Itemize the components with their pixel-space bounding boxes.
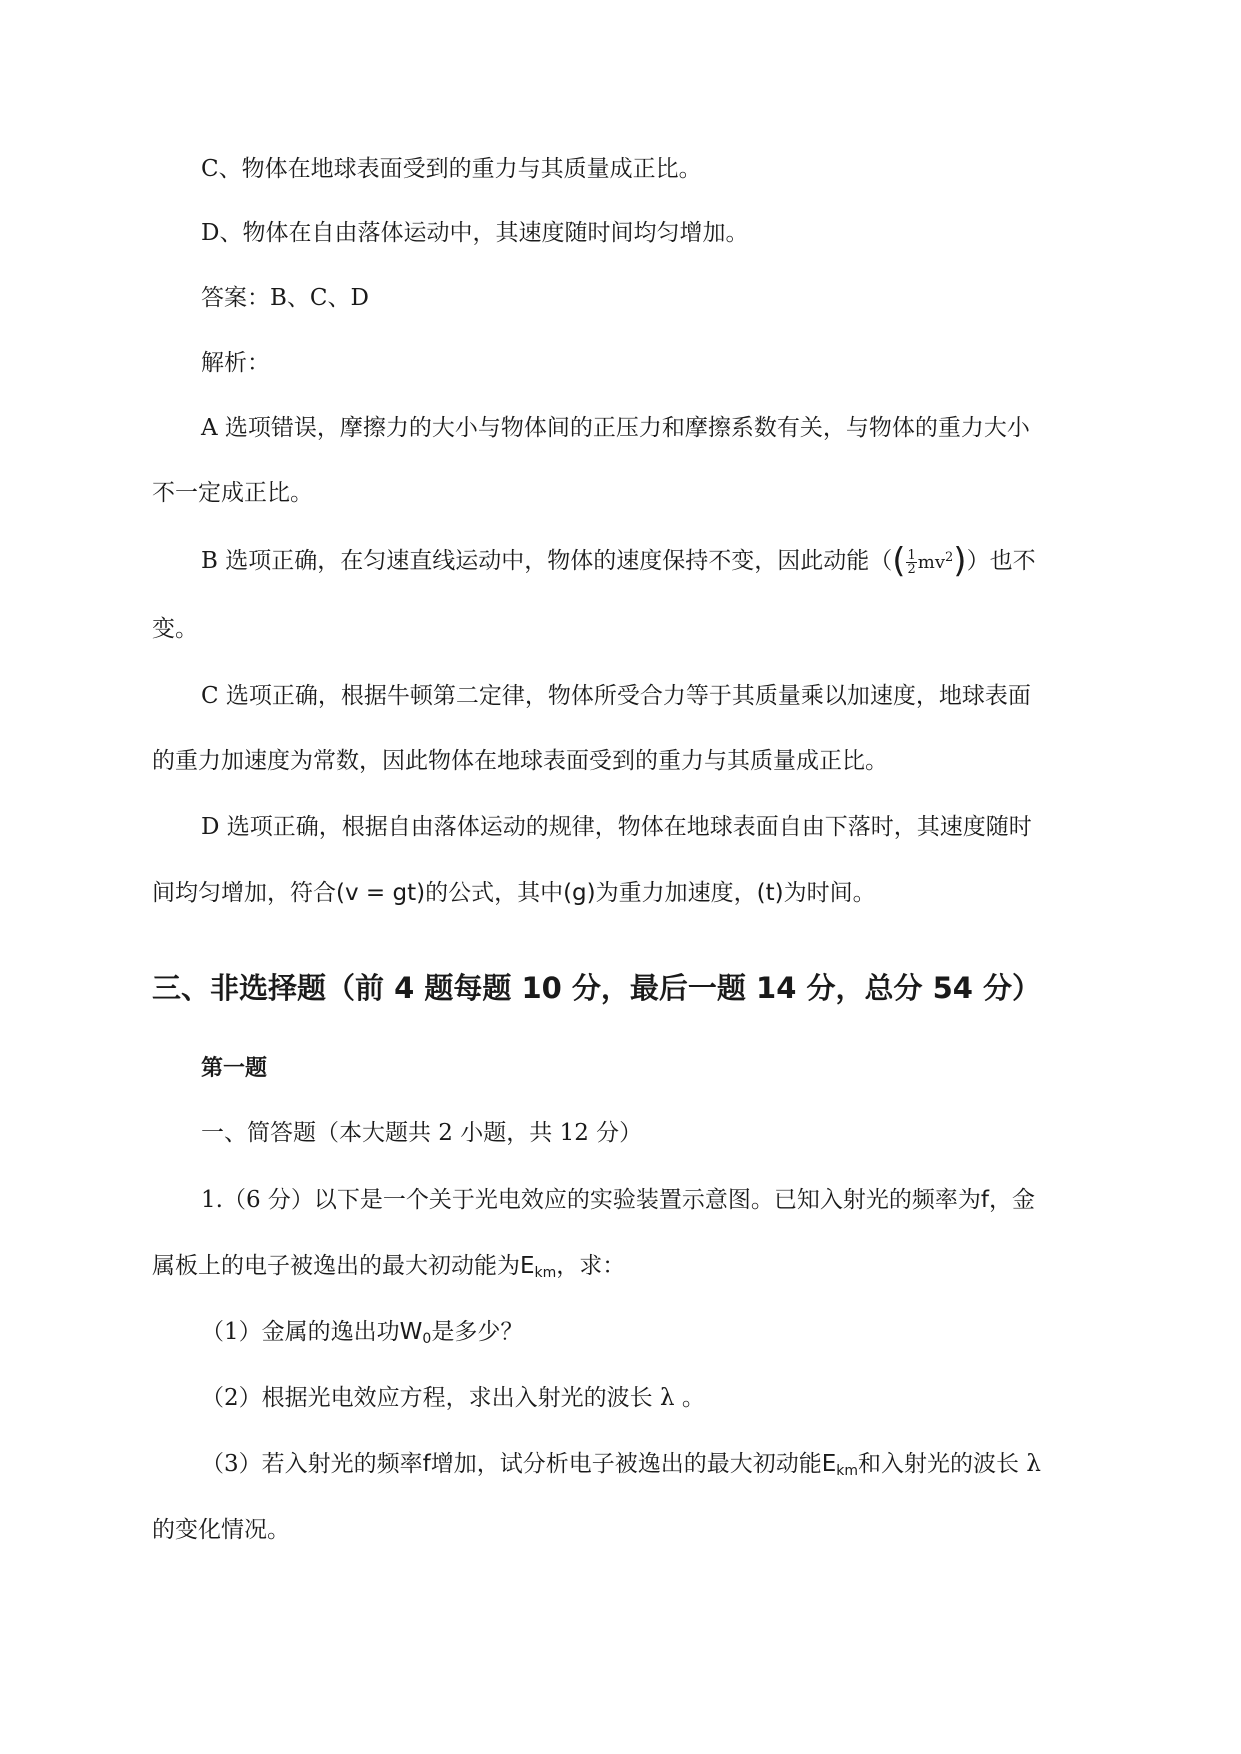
analysis-d-text-a: 间均匀增加，符合 [152, 880, 336, 906]
formula-paren-open: ( [892, 541, 906, 581]
subquestion-1-text-a: （1）金属的逸出功 [201, 1319, 400, 1345]
analysis-c-line2: 的重力加速度为常数，因此物体在地球表面受到的重力与其质量成正比。 [152, 748, 888, 774]
subquestion-1-text-b: 是多少？ [431, 1319, 524, 1345]
symbol-t: (t) [756, 880, 784, 906]
fraction-denominator: 2 [907, 561, 916, 577]
analysis-d-text-d: 为时间。 [783, 880, 876, 906]
analysis-c-line1: C 选项正确，根据牛顿第二定律，物体所受合力等于其质量乘以加速度，地球表面 [201, 683, 1031, 709]
symbol-ekm-2 [822, 1451, 858, 1477]
formula-mv: mv [917, 552, 946, 573]
subquestion-2: （2）根据光电效应方程，求出入射光的波长 λ 。 [201, 1385, 705, 1411]
formula-paren-close: ) [953, 541, 967, 581]
analysis-a-line2: 不一定成正比。 [152, 480, 313, 506]
symbol-w: W [399, 1319, 423, 1345]
subscript-km-2: km [836, 1463, 859, 1479]
question1-text-b: ，金 [989, 1187, 1035, 1213]
symbol-f-2: f [422, 1451, 431, 1477]
answer-text: 答案：B、C、D [201, 285, 369, 311]
analysis-d-text-c: 为重力加速度， [595, 880, 757, 906]
symbol-ekm [520, 1253, 556, 1279]
symbol-e: E [520, 1253, 535, 1279]
subscript-0: 0 [422, 1331, 432, 1347]
symbol-w0 [400, 1319, 432, 1345]
section-heading: 三、非选择题（前 4 题每题 10 分，最后一题 14 分，总分 54 分） [152, 971, 1042, 1005]
analysis-d-text-b: 的公式，其中 [425, 880, 564, 906]
fraction-numerator: 1 [907, 547, 916, 563]
question1-line2 [152, 1250, 625, 1282]
option-d-text: D、物体在自由落体运动中，其速度随时间均匀增加。 [201, 220, 749, 246]
analysis-b-line2: 变。 [152, 616, 198, 642]
question1-line1 [201, 1184, 1035, 1216]
analysis-b-text-pre: B 选项正确，在匀速直线运动中，物体的速度保持不变，因此动能（ [201, 548, 893, 574]
symbol-f: f [980, 1187, 989, 1213]
question1-text-d: ，求： [556, 1253, 626, 1279]
question1-text-c: 属板上的电子被逸出的最大初动能为 [152, 1253, 520, 1279]
subquestion-1 [201, 1316, 523, 1348]
subquestion-3-line1 [201, 1448, 1041, 1480]
symbol-g: (g) [563, 880, 596, 906]
question1-text-a: 1.（6 分）以下是一个关于光电效应的实验装置示意图。已知入射光的频率为 [201, 1187, 981, 1213]
subquestion-3-text-b: 增加，试分析电子被逸出的最大初动能 [430, 1451, 822, 1477]
kinetic-energy-fraction [906, 549, 916, 576]
short-answer-intro: 一、简答题（本大题共 2 小题，共 12 分） [201, 1120, 643, 1146]
analysis-b-line1 [201, 541, 1036, 581]
symbol-e-2: E [821, 1451, 837, 1477]
subquestion-3-text-a: （3）若入射光的频率 [201, 1451, 423, 1477]
question-subheading: 第一题 [201, 1056, 268, 1081]
subscript-km: km [534, 1265, 557, 1281]
option-c-text: C、物体在地球表面受到的重力与其质量成正比。 [201, 156, 702, 182]
analysis-b-text-post: ）也不 [966, 548, 1036, 574]
analysis-a-line1: A 选项错误，摩擦力的大小与物体间的正压力和摩擦系数有关，与物体的重力大小 [201, 415, 1030, 441]
analysis-d-line1: D 选项正确，根据自由落体运动的规律，物体在地球表面自由下落时，其速度随时 [201, 814, 1032, 840]
formula-v-gt: (v = gt) [336, 880, 426, 906]
subquestion-3-line2: 的变化情况。 [152, 1517, 290, 1543]
analysis-d-line2 [152, 877, 876, 909]
formula-exponent: 2 [945, 550, 954, 565]
analysis-label: 解析： [201, 350, 270, 376]
subquestion-3-text-c: 和入射光的波长 λ [858, 1451, 1041, 1477]
